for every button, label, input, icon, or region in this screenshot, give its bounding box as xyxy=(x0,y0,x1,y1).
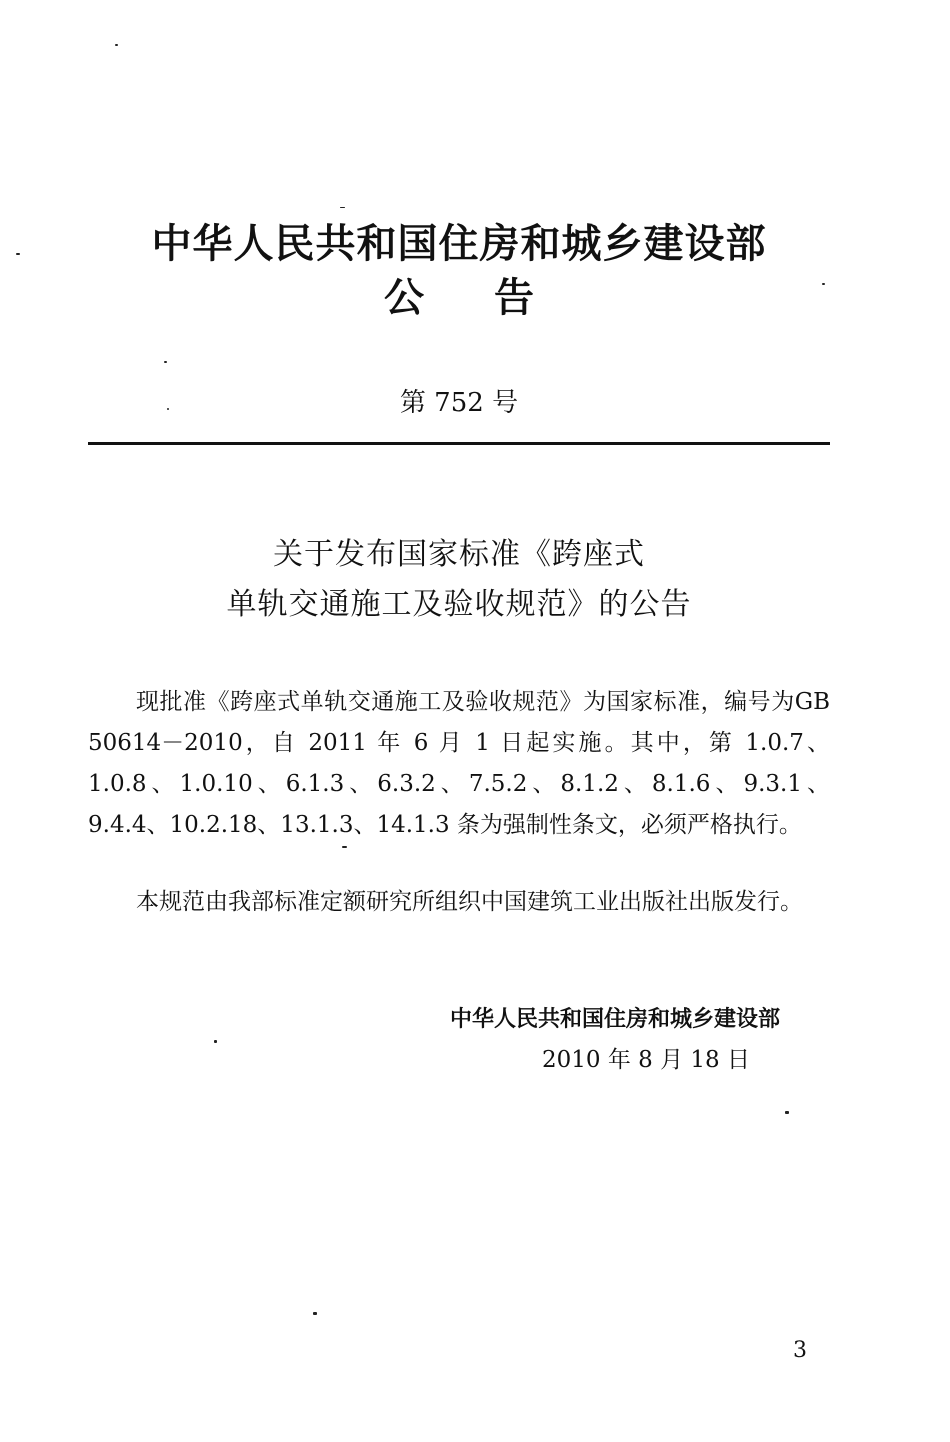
scan-speck xyxy=(16,253,20,255)
page-number: 3 xyxy=(793,1338,807,1363)
scan-speck xyxy=(115,44,118,46)
scan-speck xyxy=(342,846,347,848)
header-divider xyxy=(88,442,830,445)
ministry-title: 中华人民共和国住房和城乡建设部 xyxy=(151,221,767,267)
signature-date: 2010 年 8 月 18 日 xyxy=(542,1047,750,1073)
notice-heading xyxy=(0,272,918,324)
notice-word-1: 公 xyxy=(384,275,424,321)
scan-speck xyxy=(340,207,345,208)
body-paragraph-approval: 现批准《跨座式单轨交通施工及验收规范》为国家标准，编号为GB 50614－2010，自 2011 年 6 月 1 日起实施。其中，第 1.0.7、1.0.8、1.0.10、6.1.3、6.3.2、7.5.2、8.1.2、8.1.6、9.3.1、9.4.4、10.2.18、13.1.3、14.1.3 条为强制性条文，必须严格执行。 xyxy=(88,689,830,838)
notice-number: 第 752 号 xyxy=(399,388,519,418)
scan-speck xyxy=(785,1111,789,1114)
notice-word-2: 告 xyxy=(494,275,534,321)
subject-line-1: 关于发布国家标准《跨座式 xyxy=(273,537,645,572)
subject-line-2: 单轨交通施工及验收规范》的公告 xyxy=(226,587,692,622)
scan-speck xyxy=(164,361,167,363)
body-paragraph-publication: 本规范由我部标准定额研究所组织中国建筑工业出版社出版发行。 xyxy=(136,889,803,915)
scan-speck xyxy=(167,408,169,410)
scan-speck xyxy=(822,283,825,285)
scan-speck xyxy=(214,1040,217,1043)
scan-speck xyxy=(313,1312,317,1315)
signature-issuer: 中华人民共和国住房和城乡建设部 xyxy=(449,1007,780,1032)
